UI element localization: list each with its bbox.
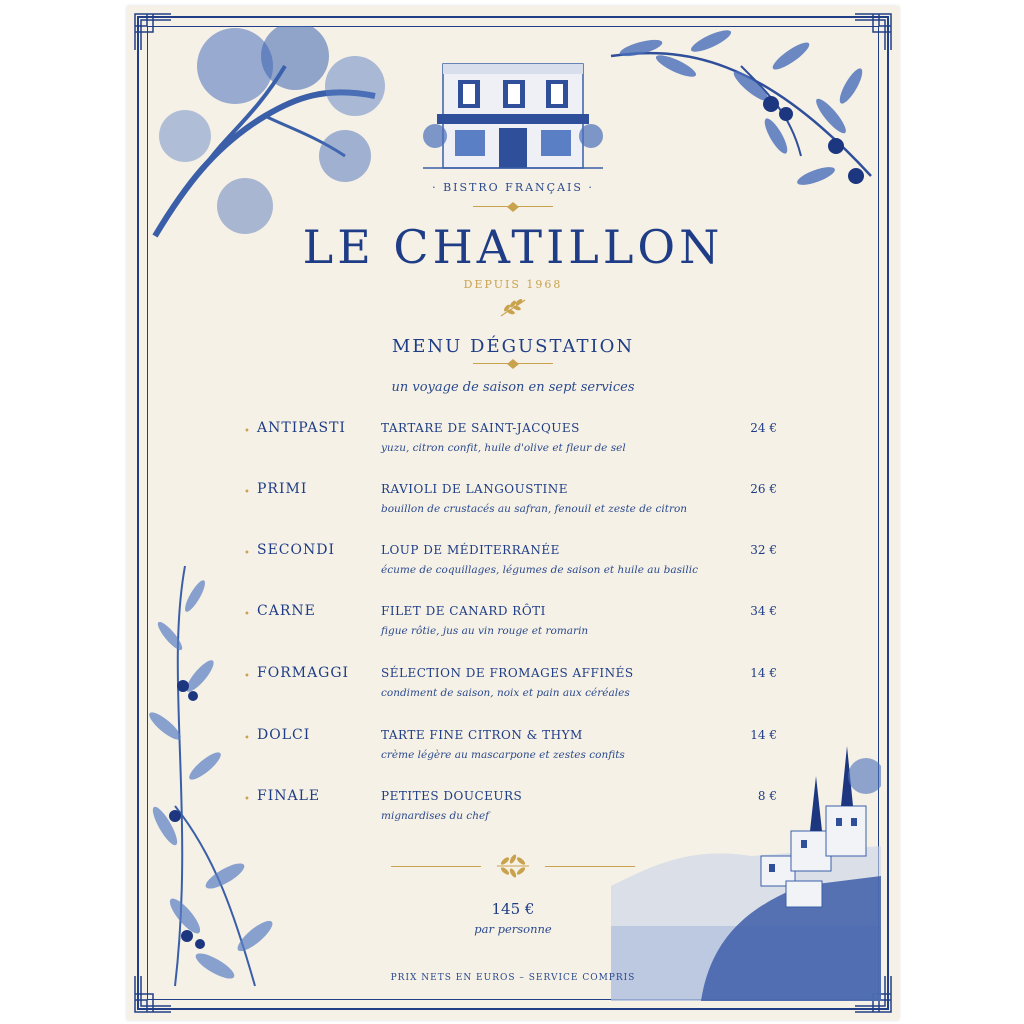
laurel-sprig-icon (493, 854, 533, 878)
restaurant-title: LE CHATILLON (302, 220, 724, 274)
course-row (127, 727, 899, 777)
bullet-icon: • (244, 794, 250, 805)
course-description: condiment de saison, noix et pain aux céréales (381, 687, 630, 699)
course-dish: RAVIOLI DE LANGOUSTINE (381, 482, 568, 496)
course-price: 34 € (750, 604, 777, 618)
menu-subtitle: un voyage de saison en sept services (391, 380, 635, 395)
course-price: 24 € (750, 421, 777, 435)
bistro-facade-icon (423, 56, 603, 176)
course-row (127, 665, 899, 715)
menu-page (127, 6, 899, 1020)
course-category: CARNE (257, 603, 316, 619)
bullet-icon: • (244, 426, 250, 437)
course-price: 32 € (750, 543, 777, 557)
footer-note: PRIX NETS EN EUROS – SERVICE COMPRIS (390, 973, 636, 983)
course-dish: SÉLECTION DE FROMAGES AFFINÉS (381, 666, 634, 680)
course-dish: FILET DE CANARD RÔTI (381, 604, 546, 618)
course-price: 26 € (750, 482, 777, 496)
pine-tree-icon (145, 26, 405, 246)
course-category: FINALE (257, 788, 321, 804)
course-price: 8 € (757, 789, 777, 803)
course-description: yuzu, citron confit, huile d'olive et fleur de sel (381, 442, 626, 454)
bullet-icon: • (244, 671, 250, 682)
since-label: DEPUIS 1968 (463, 278, 563, 291)
total-divider-right (545, 866, 635, 867)
course-row (127, 481, 899, 531)
course-category: DOLCI (257, 727, 311, 743)
bullet-icon: • (244, 487, 250, 498)
per-person-label: par personne (474, 922, 552, 936)
course-description: figue rôtie, jus au vin rouge et romarin (381, 625, 589, 637)
course-description: mignardises du chef (381, 810, 490, 822)
total-price: 145 € (491, 900, 535, 918)
course-category: ANTIPASTI (257, 420, 346, 436)
course-description: bouillon de crustacés au safran, fenouil et zeste de citron (381, 503, 688, 515)
course-row (127, 788, 899, 838)
bistro-label: · BISTRO FRANÇAIS · (432, 181, 594, 194)
bullet-icon: • (244, 609, 250, 620)
bullet-icon: • (244, 548, 250, 559)
course-price: 14 € (750, 728, 777, 742)
course-dish: TARTE FINE CITRON & THYM (381, 728, 583, 742)
course-row (127, 542, 899, 592)
course-description: écume de coquillages, légumes de saison et huile au basilic (381, 564, 698, 576)
course-category: PRIMI (257, 481, 308, 497)
laurel-sprig-icon (497, 298, 529, 318)
course-category: SECONDI (257, 542, 336, 558)
course-dish: PETITES DOUCEURS (381, 789, 523, 803)
course-category: FORMAGGI (257, 665, 350, 681)
total-divider-left (391, 866, 481, 867)
menu-title: MENU DÉGUSTATION (391, 336, 635, 357)
course-price: 14 € (750, 666, 777, 680)
diamond-ornament-icon (507, 202, 519, 212)
course-description: crème légère au mascarpone et zestes confits (381, 749, 625, 761)
course-row (127, 603, 899, 653)
course-dish: LOUP DE MÉDITERRANÉE (381, 543, 560, 557)
bullet-icon: • (244, 733, 250, 744)
course-dish: TARTARE DE SAINT-JACQUES (381, 421, 580, 435)
diamond-ornament-icon (507, 359, 519, 369)
course-row (127, 420, 899, 470)
